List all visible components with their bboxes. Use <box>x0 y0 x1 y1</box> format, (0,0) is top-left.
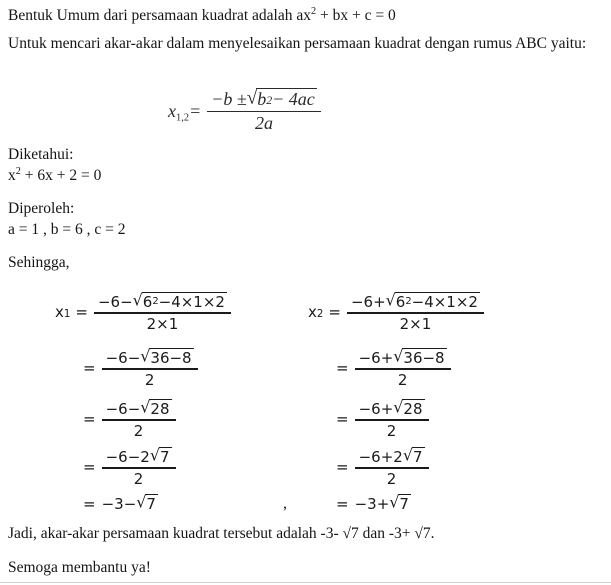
x2-step-1-radicand: 6 2 −4×1×2 <box>395 293 478 311</box>
known-equation-suffix: + 6x + 2 = 0 <box>20 167 102 184</box>
x2-step-4-denominator: 2 <box>386 469 397 488</box>
abc-formula-subscript: 1,2 <box>176 112 190 124</box>
x2-final-equals: = <box>336 494 349 513</box>
x1-final-result <box>83 494 158 513</box>
x1-final-radicand: 7 <box>146 495 156 513</box>
x2-step-4-fraction <box>355 447 429 488</box>
abc-radicand: b 2 − 4ac <box>257 89 315 109</box>
x2-step-1-radicand-tail: −4×1×2 <box>411 293 478 311</box>
radical-icon: √ <box>140 397 151 417</box>
intro-superscript: 2 <box>311 5 317 17</box>
x1-step-2-denominator: 2 <box>144 370 155 389</box>
x2-step-2-equals: = <box>336 359 349 378</box>
x1-final-lead: −3− <box>101 494 137 513</box>
x2-step-1-denominator: 2×1 <box>399 314 432 333</box>
x1-step-4-radical <box>150 447 172 466</box>
x1-variable: x <box>55 303 64 322</box>
x2-step-3-radicand: 28 <box>403 400 423 418</box>
x2-step-1-radical <box>386 292 480 311</box>
x1-final-radical <box>136 494 158 513</box>
x1-step-2 <box>83 348 198 389</box>
x1-step-3-equals: = <box>83 410 96 429</box>
x2-step-4-radical <box>403 447 425 466</box>
known-label: Diketahui: <box>8 146 74 163</box>
x2-step-2-denominator: 2 <box>397 370 408 389</box>
x1-final-equals: = <box>83 494 96 513</box>
x1-step-1-fraction <box>94 292 231 333</box>
x1-step-1-radicand-tail: −4×1×2 <box>158 293 225 311</box>
obtained-values: a = 1 , b = 6 , c = 2 <box>8 221 126 238</box>
known-equation <box>8 166 101 186</box>
abc-formula-lhs <box>168 101 189 122</box>
x2-step-3-num-lead: −6+ <box>358 399 394 418</box>
abc-formula-equals: = <box>189 100 202 121</box>
x2-step-1-num-lead: −6+ <box>350 292 386 311</box>
x1-step-4-radicand: 7 <box>159 448 170 466</box>
x2-final-radical <box>389 494 411 513</box>
x2-step-4-num-lead: −6+2 <box>358 447 403 466</box>
x1-step-3-num-lead: −6− <box>105 399 141 418</box>
x2-step-1-fraction <box>347 292 484 333</box>
x1-step-4 <box>83 447 176 488</box>
x2-final-radicand: 7 <box>399 495 409 513</box>
radical-icon: √ <box>402 445 413 465</box>
x1-lhs: x 1 <box>55 303 71 322</box>
x2-step-4 <box>336 447 429 488</box>
bottom-divider <box>0 582 611 583</box>
intro-text-suffix: + bx + c = 0 <box>316 7 396 24</box>
x1-step-1-numerator <box>94 292 231 312</box>
radical-icon: √ <box>132 290 143 310</box>
column-separator-comma: , <box>283 495 287 512</box>
x1-step-3 <box>83 399 176 440</box>
x2-step-3-denominator: 2 <box>386 421 397 440</box>
x1-step-2-radical <box>140 348 193 367</box>
x2-final-lead: −3+ <box>354 494 390 513</box>
x2-step-2-num-lead: −6+ <box>358 348 394 367</box>
x2-step-2 <box>336 348 451 389</box>
known-equation-prefix: x <box>8 167 16 184</box>
x2-step-2-radicand: 36−8 <box>403 349 445 367</box>
x2-step-1-radicand-base: 6 <box>395 293 406 311</box>
x1-step-4-numerator <box>102 447 176 467</box>
closing-line: Semoga membantu ya! <box>8 559 151 576</box>
x2-step-3-fraction <box>355 399 429 440</box>
x2-step-3-radical <box>393 399 424 418</box>
x2-step-4-numerator <box>355 447 429 467</box>
x1-step-1-radical <box>133 292 227 311</box>
x2-step-2-radical <box>393 348 446 367</box>
x1-step-4-fraction <box>102 447 176 488</box>
x2-step-2-fraction <box>355 348 451 389</box>
intro-text-prefix: Bentuk Umum dari persamaan kuadrat adalah ax <box>8 7 311 24</box>
abc-formula-fraction <box>207 88 321 134</box>
x1-step-3-fraction <box>102 399 176 440</box>
instruction-paragraph: Untuk mencari akar-akar dalam menyelesaikan persamaan kuadrat dengan rumus ABC yaitu: <box>8 35 587 52</box>
x1-step-2-numerator <box>102 348 198 368</box>
x1-step-3-denominator: 2 <box>133 421 144 440</box>
x2-step-1-equals: = <box>328 303 341 322</box>
x2-lhs: x 2 <box>308 303 324 322</box>
x2-step-2-numerator <box>355 348 451 368</box>
x1-step-3-numerator <box>102 399 176 419</box>
abc-formula-variable: x <box>168 100 176 121</box>
x1-step-1-radicand: 6 2 −4×1×2 <box>142 293 225 311</box>
known-equation-superscript: 2 <box>15 165 21 177</box>
x2-step-1 <box>308 292 484 333</box>
x1-step-3-radical <box>140 399 171 418</box>
x1-step-2-radicand: 36−8 <box>150 349 192 367</box>
x1-step-2-num-lead: −6− <box>105 348 141 367</box>
x1-step-4-denominator: 2 <box>133 469 144 488</box>
abc-radical <box>247 88 317 110</box>
radical-icon: √ <box>393 397 404 417</box>
radical-icon: √ <box>389 492 400 512</box>
x2-final-result <box>336 494 411 513</box>
abc-radicand-tail: − 4ac <box>272 89 315 109</box>
x2-step-1-numerator <box>347 292 484 312</box>
x1-step-1-equals: = <box>75 303 88 322</box>
x1-step-4-equals: = <box>83 458 96 477</box>
abc-formula <box>168 88 321 134</box>
abc-formula-denominator: 2a <box>255 113 273 134</box>
radical-icon: √ <box>136 492 147 512</box>
x1-step-2-equals: = <box>83 359 96 378</box>
radical-icon: √ <box>385 290 396 310</box>
radical-icon: √ <box>246 87 258 109</box>
x2-step-3-numerator <box>355 399 429 419</box>
x1-step-3-radicand: 28 <box>150 400 170 418</box>
x1-step-4-num-lead: −6−2 <box>105 447 150 466</box>
x1-step-1 <box>55 292 231 333</box>
x2-step-4-radicand: 7 <box>412 448 423 466</box>
abc-formula-numerator <box>207 88 321 111</box>
x1-step-1-num-lead: −6− <box>97 292 133 311</box>
conclusion-line: Jadi, akar-akar persamaan kuadrat tersebut adalah -3- √7 dan -3+ √7. <box>8 525 435 542</box>
intro-line <box>8 6 396 26</box>
obtained-label: Diperoleh: <box>8 200 75 217</box>
radical-icon: √ <box>393 346 404 366</box>
abc-radicand-base: b <box>257 89 267 109</box>
x1-step-1-denominator: 2×1 <box>146 314 179 333</box>
x1-step-2-fraction <box>102 348 198 389</box>
x2-step-3-equals: = <box>336 410 349 429</box>
x2-variable: x <box>308 303 317 322</box>
x2-step-3 <box>336 399 429 440</box>
x1-step-1-radicand-base: 6 <box>142 293 153 311</box>
radical-icon: √ <box>140 346 151 366</box>
radical-icon: √ <box>149 445 160 465</box>
so-label: Sehingga, <box>8 254 70 271</box>
abc-numerator-lead: −b ± <box>211 88 247 109</box>
x2-step-4-equals: = <box>336 458 349 477</box>
